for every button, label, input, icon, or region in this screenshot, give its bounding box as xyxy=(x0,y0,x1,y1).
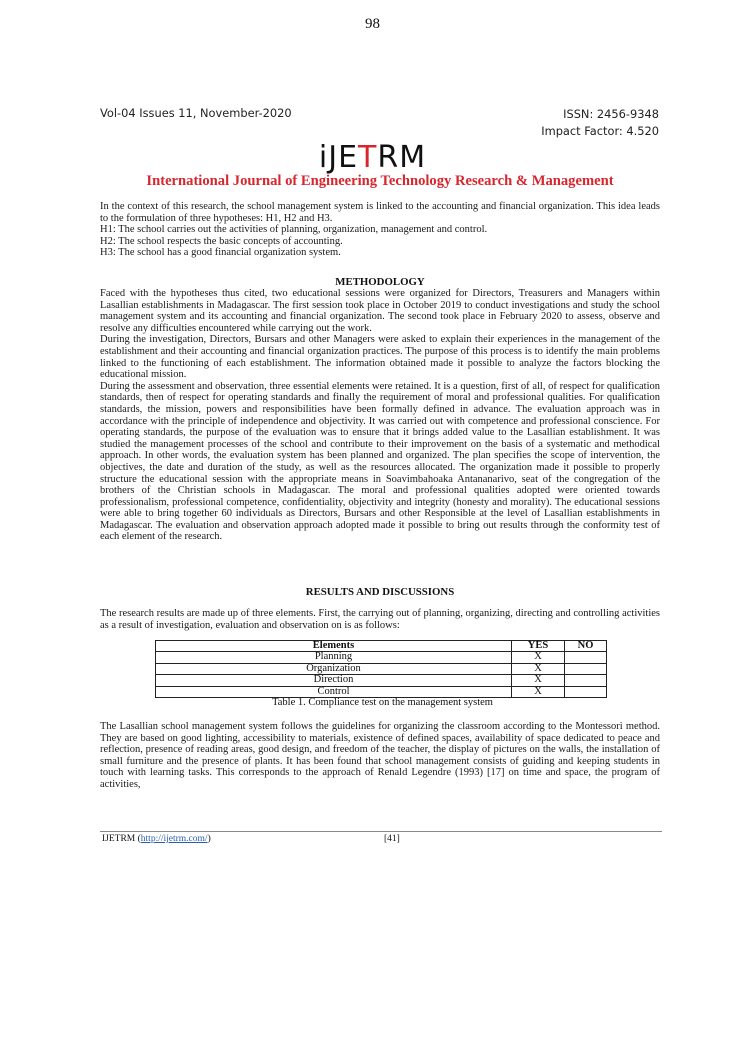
issn: ISSN: 2456-9348 xyxy=(563,107,659,121)
element-cell: Planning xyxy=(156,652,512,663)
volume-issue: Vol-04 Issues 11, November-2020 xyxy=(100,106,292,120)
no-cell xyxy=(565,686,607,697)
page-footer xyxy=(102,834,662,844)
no-cell xyxy=(565,675,607,686)
logo-part-3: RM xyxy=(377,140,427,175)
footer-link-paren-close: ) xyxy=(207,834,211,844)
column-header-yes: YES xyxy=(512,641,565,652)
table-row xyxy=(156,663,607,674)
element-cell: Control xyxy=(156,686,512,697)
impact-factor: Impact Factor: 4.520 xyxy=(541,124,659,138)
table-row xyxy=(156,652,607,663)
results-discussion xyxy=(100,721,660,791)
table-caption: Table 1. Compliance test on the management system xyxy=(272,697,493,708)
yes-cell: X xyxy=(512,686,565,697)
journal-logo xyxy=(0,142,745,174)
footer-link-paren-open: ( xyxy=(137,834,141,844)
methodology-paragraph-1: Faced with the hypotheses thus cited, two educational sessions were organized for Directors, Treasurers and Managers within Lasallian establishments in Madagascar. The first session took place in October 2019 to conduct investigations and study the school management system and its accounting and financial organization. The second took place in February 2020 to assess, observe and resolve any difficulties encountered while carrying out the work. xyxy=(100,288,660,334)
column-header-no: NO xyxy=(565,641,607,652)
no-cell xyxy=(565,663,607,674)
footer-journal-label: IJETRM xyxy=(102,834,136,844)
methodology-paragraph-3: During the assessment and observation, three essential elements were retained. It is a question, first of all, of respect for qualification standards, then of respect for operating standards and finally the requirement of moral and professional qualities. For qualification standards, the mission, powers and responsibilities have been formally defined in advance. The evaluation approach was in accordance with the principle of independence and objectivity. It was carried out with competence and professional conscience. For operating standards, the purpose of the evaluation was to ensure that it brings added value to the Lasallian establishment. It was studied the management processes of the school and contribute to their improvement on the basis of a systematic and methodical approach. In other words, the evaluation system has been planned and organized. The plan specifies the scope of intervention, the objectives, the date and duration of the study, as well as the resources allocated. The organization made it possible to properly structure the educational session with the appropriate means in Soavimbahoaka Antananarivo, seat of the congregation of the brothers of the Christian schools in Madagascar. The moral and professional qualities adopted were oriented towards professionalism, professional competence, confidentiality, objectivity and integrity (honesty and morality). The educational sessions were able to bring together 60 individuals as Directors, Bursars and other Responsible at the level of Lasallian establishments in Madagascar. The evaluation and observation approach adopted made it possible to bring out results through the conformity test of each element of the research. xyxy=(100,380,660,543)
journal-identifiers xyxy=(541,106,659,140)
element-cell: Organization xyxy=(156,663,512,674)
intro-paragraph: In the context of this research, the school management system is linked to the accounting and financial organization. This idea leads to the formulation of three hypotheses: H1, H2 and H3. xyxy=(100,201,660,224)
methodology-heading: METHODOLOGY xyxy=(335,276,425,288)
yes-cell: X xyxy=(512,652,565,663)
footer-page-number: [41] xyxy=(384,834,400,844)
table-row xyxy=(156,675,607,686)
results-heading: RESULTS AND DISCUSSIONS xyxy=(305,586,455,598)
journal-title: International Journal of Engineering Technology Research & Management xyxy=(146,173,614,189)
results-paragraph-2: The Lasallian school management system follows the guidelines for organizing the classroom according to the Montessori method. They are based on good lighting, accessibility to materials, existence of defined spaces, availability of space dedicated to peace and reflection, presence of reading areas, good design, and freedom of the teacher, the display of pictures on the walls, the installation of small furniture and the presence of plants. It has been found that school management consists of guiding and keeping students in touch with learning tasks. This corresponds to the approach of Renald Legendre (1993) [17] on time and space, the program of activities, xyxy=(100,721,660,790)
results-intro xyxy=(100,608,660,631)
yes-cell: X xyxy=(512,663,565,674)
table-header-row xyxy=(156,641,607,652)
element-cell: Direction xyxy=(156,675,512,686)
table-row xyxy=(156,686,607,697)
methodology-section xyxy=(100,288,660,543)
hypothesis-3: H3: The school has a good financial organization system. xyxy=(100,247,341,259)
methodology-paragraph-2: During the investigation, Directors, Bursars and other Managers were asked to explain their experiences in the management of the establishment and their accounting and financial organization practices. The purpose of this process is to identify the main problems linked to the functioning of each establishment. The information obtained made it possible to analyze the factors blocking the educational mission. xyxy=(100,334,660,381)
journal-website-link[interactable]: http://ijetrm.com/ xyxy=(140,834,208,844)
page-number: 98 xyxy=(365,16,380,32)
results-paragraph-1: The research results are made up of three elements. First, the carrying out of planning, organizing, directing and controlling activities as a result of investigation, evaluation and observation on is as follows: xyxy=(100,608,660,631)
logo-part-1: iJE xyxy=(318,140,359,175)
compliance-table xyxy=(155,640,607,698)
hypothesis-2: H2: The school respects the basic concepts of accounting. xyxy=(100,235,343,247)
intro-section xyxy=(100,201,660,259)
column-header-elements: Elements xyxy=(156,641,512,652)
hypothesis-1: H1: The school carries out the activities of planning, organization, management and control. xyxy=(100,224,488,236)
no-cell xyxy=(565,652,607,663)
logo-part-2: T xyxy=(358,140,378,175)
yes-cell: X xyxy=(512,675,565,686)
footer-divider xyxy=(100,831,662,832)
